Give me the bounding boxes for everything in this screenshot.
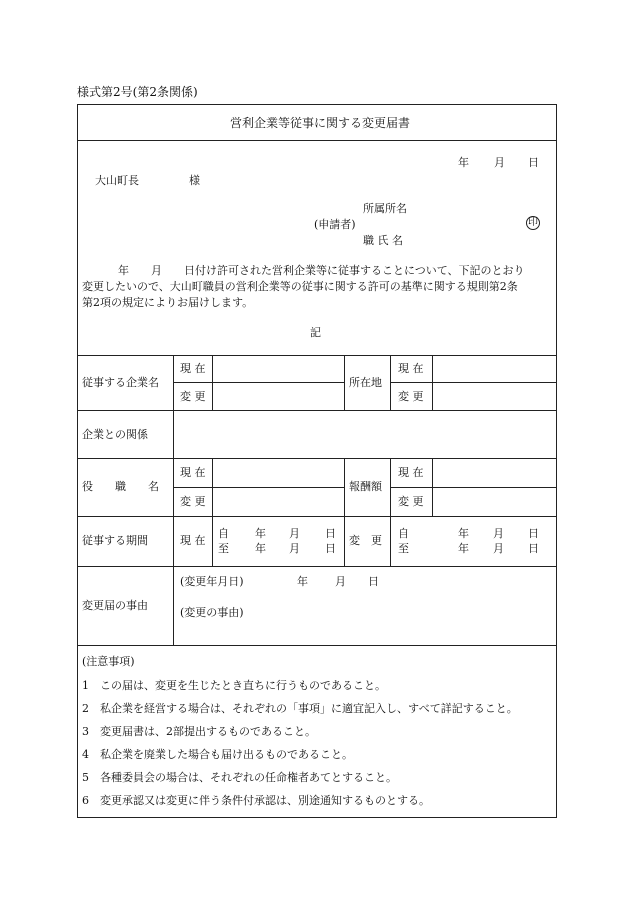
remuneration-current-tag: 現 在 (398, 466, 424, 479)
col-subtag-position (212, 458, 213, 566)
company-current-tag: 現 在 (180, 362, 206, 375)
applicant-label: (申請者) (314, 218, 356, 231)
note-text: 私企業を廃業した場合も届け出るものであること。 (100, 748, 353, 761)
affiliation-label: 所属所名 (363, 202, 407, 215)
period-changed-to-year: 年 (458, 542, 469, 555)
col-remuneration-label-end (390, 458, 391, 566)
notes-heading: (注意事項) (82, 655, 135, 668)
col-label-divider (173, 355, 174, 645)
note-text: この届は、変更を生じたとき直ちに行うものであること。 (100, 679, 386, 692)
period-current-to-day: 日 (325, 542, 336, 555)
col-company-value-end (344, 355, 345, 410)
change-date-label: (変更年月日) (180, 575, 244, 588)
rule-header-bottom (77, 355, 557, 356)
period-current-from-year: 年 (255, 527, 266, 540)
period-label: 従事する期間 (82, 534, 148, 547)
note-number: 2 (82, 702, 89, 715)
name-label: 職 氏 名 (363, 234, 403, 247)
period-changed-to-month: 月 (493, 542, 504, 555)
period-changed-to-day: 日 (528, 542, 539, 555)
position-changed-tag: 変 更 (180, 495, 206, 508)
company-name-label: 従事する企業名 (82, 376, 159, 389)
addressee: 大山町長 (95, 174, 139, 187)
period-changed-from-month: 月 (493, 527, 504, 540)
rule-company-bottom (77, 410, 557, 411)
position-label: 役 職 名 (82, 480, 159, 493)
col-remuneration-subtag (432, 458, 433, 516)
header-year: 年 (458, 156, 469, 169)
location-current-tag: 現 在 (398, 362, 424, 375)
location-label: 所在地 (349, 376, 382, 389)
rule-position-bottom (77, 516, 557, 517)
reason-label: 変更届の事由 (82, 599, 148, 612)
rule-reason-bottom (77, 645, 557, 646)
rule-title-bottom (77, 140, 557, 141)
col-subtag-company (212, 355, 213, 410)
honorific: 様 (189, 174, 200, 187)
relation-label: 企業との関係 (82, 428, 148, 441)
col-location-subtag (432, 355, 433, 410)
header-day: 日 (528, 156, 539, 169)
period-current-to-month: 月 (289, 542, 300, 555)
note-text: 各種委員会の場合は、それぞれの任命権者あてとすること。 (100, 771, 397, 784)
change-date-day: 日 (368, 575, 379, 588)
period-current-from-month: 月 (289, 527, 300, 540)
note-text: 変更届書は、2部提出するものであること。 (100, 725, 316, 738)
col-position-value-end (344, 458, 345, 566)
form-title: 営利企業等従事に関する変更届書 (230, 116, 411, 130)
period-current-to-year: 年 (255, 542, 266, 555)
form-number: 様式第2号(第2条関係) (77, 85, 198, 99)
rule-location-mid (390, 382, 557, 383)
period-changed-from-day: 日 (528, 527, 539, 540)
period-current-to: 至 (218, 542, 229, 555)
note-text: 私企業を経営する場合は、それぞれの「事項」に適宜記入し、すべて詳記すること。 (100, 702, 518, 715)
rule-period-bottom (77, 566, 557, 567)
note-text: 変更承認又は変更に伴う条件付承認は、別途通知するものとする。 (100, 794, 430, 807)
period-changed-from-year: 年 (458, 527, 469, 540)
rule-relation-bottom (77, 458, 557, 459)
body-line-1: 年 月 日付け許可された営利企業等に従事することについて、下記のとおり (118, 264, 525, 277)
remuneration-label: 報酬額 (349, 480, 382, 493)
company-changed-tag: 変 更 (180, 390, 206, 403)
period-changed-from: 自 (398, 527, 409, 540)
ki-mark: 記 (310, 326, 321, 339)
col-location-label-end (390, 355, 391, 410)
note-number: 4 (82, 748, 89, 761)
header-month: 月 (494, 156, 505, 169)
note-number: 5 (82, 771, 89, 784)
remuneration-changed-tag: 変 更 (398, 495, 424, 508)
change-date-month: 月 (335, 575, 346, 588)
period-current-from: 自 (218, 527, 229, 540)
rule-company-mid (173, 382, 344, 383)
change-date-year: 年 (297, 575, 308, 588)
position-current-tag: 現 在 (180, 466, 206, 479)
note-number: 1 (82, 679, 89, 692)
note-number: 3 (82, 725, 89, 738)
body-line-3: 第2項の規定によりお届けします。 (82, 296, 254, 309)
period-current-tag: 現 在 (180, 534, 206, 547)
period-current-from-day: 日 (325, 527, 336, 540)
rule-remuneration-mid (390, 487, 557, 488)
period-changed-to: 至 (398, 542, 409, 555)
note-number: 6 (82, 794, 89, 807)
seal-mark: 印 (528, 217, 538, 228)
location-changed-tag: 変 更 (398, 390, 424, 403)
rule-position-mid (173, 487, 344, 488)
change-reason-label: (変更の事由) (180, 606, 244, 619)
period-changed-tag: 変 更 (349, 534, 382, 547)
body-line-2: 変更したいので、大山町職員の営利企業等の従事に関する許可の基準に関する規則第2条 (82, 280, 518, 293)
